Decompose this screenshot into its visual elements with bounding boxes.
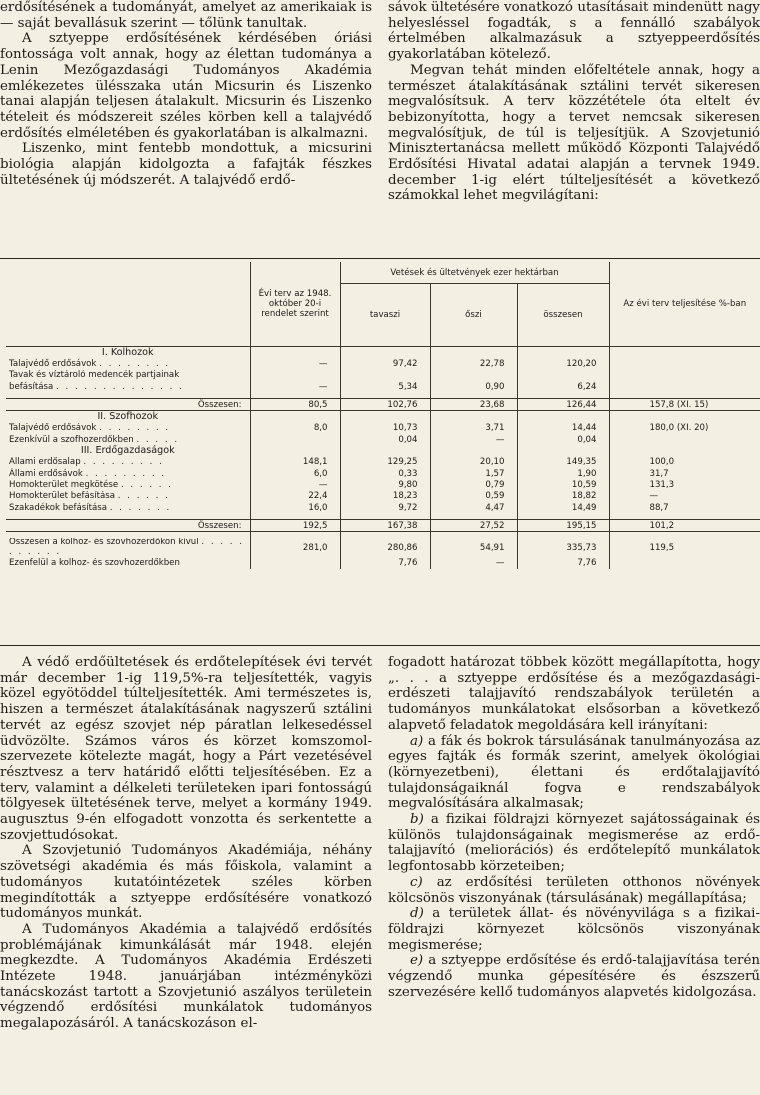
empty-cell [340,347,430,359]
fulfilment-cell: 131,3 [609,479,760,490]
row-label-text: Talajvédő erdősávok [9,423,97,434]
list-marker: c) [410,874,423,890]
row-label-text: Összesen: [197,399,242,410]
row-label [6,423,250,434]
total-cell: 120,20 [517,358,609,369]
table-body [6,347,760,569]
total-cell: 14,49 [517,502,609,513]
leader-dots: . . . . . [136,434,180,445]
paragraph [0,31,372,141]
total-cell [517,370,609,381]
row-label [6,558,250,569]
autumn-cell: — [430,434,517,445]
table-row [6,381,760,392]
paragraph [388,63,760,204]
header-total: összesen [517,284,609,347]
autumn-cell: — [430,558,517,569]
paragraph-text: fogadott határozat többek között megállapította, hogy „. . . a sztyeppe erdősítése és a mezőgazdasági-erdészeti talajjavító rendszabályok területén a tudományos munkálatokat elsősorban a következő alapvető feladatok megoldására kell irányítani: [388,655,760,733]
empty-cell [517,347,609,359]
paragraph-text: a fák és bokrok társulásának tanulmányozása az egyes fajták és formák szerint, amelyek ökológiai (környezetbeni), élettani és erdőtalajjavító tulajdonságaiknál fogva e rendszabályok megvalósítására alkalmasak; [388,733,760,812]
fulfilment-cell: 157,8 (XI. 15) [609,399,760,411]
row-label [6,520,250,532]
empty-cell [340,411,430,423]
spring-cell: 97,42 [340,358,430,369]
leader-dots: . . . . . . [117,491,170,502]
paragraph [388,875,760,906]
paragraph-text: a területek állat- és növényvilága s a fizikai-földrajzi környezet kölcsönös viszonyának megismerése; [388,906,760,953]
empty-cell [517,411,609,423]
plan-cell: 8,0 [250,423,340,434]
table-row [6,434,760,445]
paragraph-text: A Szovjetunió Tudományos Akadémiája, néhány szövetségi akadémia és más főiskola, valamint a tudományos kutatóintézetek széles körben megindították a sztyeppe erdősítésére vonatkozó tudományos munkát. [0,843,372,922]
text-column-left-lower [0,655,372,1032]
autumn-cell: 20,10 [430,457,517,468]
spring-cell: 0,04 [340,434,430,445]
autumn-cell: 3,71 [430,423,517,434]
paragraph [388,953,760,1000]
fulfilment-cell: 101,2 [609,520,760,532]
list-marker: e) [410,953,424,969]
row-label-text: Ezenfelül a kolhoz- és szovhozerdőkben [9,558,180,569]
fulfilment-cell: 88,7 [609,502,760,513]
section-heading: III. Erdőgazdaságok [6,445,250,456]
spring-cell: 9,72 [340,502,430,513]
row-label [6,502,250,513]
spring-cell: 5,34 [340,381,430,392]
paragraph [0,655,372,843]
header-blank [6,262,250,347]
table-row [6,479,760,490]
fulfilment-cell [609,558,760,569]
total-cell: 14,44 [517,423,609,434]
table-row [6,502,760,513]
paragraph-text: erdősítésének a tudományát, amelyet az amerikaiak is — saját bevallásuk szerint — tőlünk tanultak. [0,0,372,31]
empty-cell [250,411,340,423]
table-row [6,370,760,381]
table-section-row [6,445,760,456]
total-cell: 18,82 [517,491,609,502]
empty-cell [609,411,760,423]
plan-cell [250,558,340,569]
paragraph-text: az erdősítési területen otthonos növények kölcsönös viszonyának (társulásának) megállapítása; [388,874,760,906]
table-total-row [6,399,760,411]
plan-cell [250,370,340,381]
total-cell: 6,24 [517,381,609,392]
table-total-row [6,520,760,532]
table-section-row [6,411,760,423]
paragraph [0,843,372,922]
autumn-cell: 23,68 [430,399,517,411]
paragraph-text: A sztyeppe erdősítésének kérdésében óriási fontossága volt annak, hogy az élettan tudományа a Lenin Mezőgazdasági Tudományos Akadémia emlékezetes ülésszaka után Micsurin és Liszenko tanai alapján teljesen átalakult. Micsurin és Liszenko tételeit és módszereit széles körben kell a talajvédő erdősítés elméletében és gyakorlatában is alkalmazni. [0,31,372,141]
autumn-cell: 0,79 [430,479,517,490]
row-label-text: Állami erdősalap [9,457,81,468]
afforestation-statistics-table [6,262,760,569]
list-marker: a) [410,733,424,749]
spring-cell: 7,76 [340,558,430,569]
total-cell: 1,90 [517,468,609,479]
autumn-cell: 4,47 [430,502,517,513]
row-label-text: Ezenkívül a szofhozerdőkben [9,434,134,445]
paragraph [388,734,760,813]
list-marker: b) [410,812,424,828]
top-text-columns [0,0,760,204]
spring-cell: 102,76 [340,399,430,411]
plan-cell: — [250,381,340,392]
spring-cell: 0,33 [340,468,430,479]
table-top-rule [0,258,760,259]
plan-cell: 22,4 [250,491,340,502]
fulfilment-cell [609,358,760,369]
row-label-text: befásítása [9,381,54,392]
total-cell: 10,59 [517,479,609,490]
plan-cell: 148,1 [250,457,340,468]
paragraph [388,655,760,734]
table-row [6,457,760,468]
spring-cell: 129,25 [340,457,430,468]
empty-cell [430,347,517,359]
empty-cell [430,411,517,423]
plan-cell: 80,5 [250,399,340,411]
fulfilment-cell: 119,5 [609,538,760,557]
spring-cell: 9,80 [340,479,430,490]
autumn-cell: 0,90 [430,381,517,392]
autumn-cell: 0,59 [430,491,517,502]
empty-cell [430,445,517,456]
row-label-text: Összesen a kolhoz- és szovhozerdőkön kívül [9,538,199,548]
header-plan: Évi terv az 1948. október 20-i rendelet szerint [250,262,340,347]
row-label-text: Homokterület megkötése [9,479,119,490]
empty-cell [609,347,760,359]
paragraph-text: A Tudományos Akadémia a talajvédő erdősítés problémájának kimunkálását már 1948. elején megkezdte. A Tudományos Akadémia Erdészeti Intézete 1948. januárjában intézményközi tanácskozást tartott a Szovjetunió aszályos területein végzendő erdősítési munkálatok tudományos megalapozásáról. A tanácskozáson el- [0,921,372,1032]
total-cell: 7,76 [517,558,609,569]
plan-cell: 6,0 [250,468,340,479]
row-label [6,468,250,479]
paragraph-text: Liszenko, mint fentebb mondottuk, a micsurini biológia alapján kidolgozta a fafajták fészkes ültetésének új módszerét. A talajvédő erdő- [0,141,372,188]
paragraph-text: Megvan tehát minden előfeltétele annak, hogy a természet átalakításának sztálini tervét sikeresen megvalósítsuk. A terv közzététele óta eltelt év bebizonyította, hogy a tervet nemcsak sikeresen megvalósítjuk, de túl is teljesítjük. A Szovjetunió Minisztertanácsa mellett működő Központi Talajvédő Erdősítési Hivatal adatai alapján a tervnek 1949. december 1-ig elért túlteljesítését a következő számokkal lehet megvilágítani: [388,62,760,204]
row-label [6,370,250,381]
row-label [6,434,250,445]
header-group: Vetések és ültetvények ezer hektárban [340,262,609,284]
row-label [6,399,250,411]
plan-cell: — [250,479,340,490]
leader-dots: . . . . . . . . . . . . . . [56,381,184,392]
header-spring: tavaszi [340,284,430,347]
paragraph [388,0,760,63]
empty-cell [250,347,340,359]
empty-cell [609,445,760,456]
row-label [6,381,250,392]
row-label [6,479,250,490]
fulfilment-cell: — [609,491,760,502]
total-cell: 335,73 [517,538,609,557]
paragraph [0,0,372,31]
plan-cell [250,434,340,445]
total-cell: 149,35 [517,457,609,468]
row-label-text: Talajvédő erdősávok [9,358,97,369]
row-label-text: Szakadékok befásítása [9,502,107,513]
paragraph [388,906,760,953]
paragraph [388,812,760,875]
section-heading: I. Kolhozok [6,347,250,359]
header-autumn: őszi [430,284,517,347]
text-column-left [0,0,372,204]
row-label [6,491,250,502]
fulfilment-cell [609,370,760,381]
table-row [6,538,760,557]
plan-cell: — [250,358,340,369]
row-label-text: Állami erdősávok [9,468,83,479]
text-column-right [388,0,760,204]
leader-dots: . . . . . . [120,479,173,490]
table-row [6,423,760,434]
spring-cell: 18,23 [340,491,430,502]
spring-cell: 10,73 [340,423,430,434]
spring-cell: 280,86 [340,538,430,557]
spring-cell: 167,38 [340,520,430,532]
empty-cell [517,445,609,456]
paragraph-text: a sztyeppe erdősítése és erdő-talajjavítása terén végzendő munka gépesítésére és észszerű szervezésére kellő tudományos alapvetés kidolgozása. [388,953,760,1000]
empty-cell [340,445,430,456]
paragraph-text: a fizikai földrajzi környezet sajátosságainak és különös tulajdonságainak megismerése az erdő-talajjavító (meliorációs) és erdőtelepítő munkálatok legfontosabb körzeteiben; [388,812,760,875]
paragraph [0,141,372,188]
leader-dots: . . . . . . . . . [85,468,167,479]
row-label-text: Összesen: [197,520,242,531]
plan-cell: 16,0 [250,502,340,513]
autumn-cell: 1,57 [430,468,517,479]
total-cell: 0,04 [517,434,609,445]
section-heading: II. Szofhozok [6,411,250,423]
paragraph [0,922,372,1032]
bottom-text-columns [0,655,760,1032]
fulfilment-cell: 180,0 (XI. 20) [609,423,760,434]
plan-cell: 192,5 [250,520,340,532]
paragraph-text: A védő erdőültetések és erdőtelepítések évi tervét már december 1-ig 119,5%-ra teljesítették, vagyis közel egyötöddel túlteljesítették. Ami természetes is, hiszen a természet átalakításának nagyszerű sztálini tervét az egész szovjet nép páratlan lelkesedéssel üdvözölte. Számos város és körzet komszomol-szervezete kötelezte magát, hogy a Párt vezetésével résztvesz a terv határidő előtti teljesítésében. Ez a terv, valamint a délkeleti területeken ipari fontosságú tölgyesek ültetésének terve, melyet a kormány 1949. augusztus 9-én elfogadott vonzotta és serkentette a szovjettudósokat. [0,655,372,843]
leader-dots: . . . . . . . . . . . [9,538,244,558]
table-row [6,468,760,479]
row-label [6,358,250,369]
paragraph-text: sávok ültetésére vonatkozó utasításait mindenütt nagy helyesléssel fogadták, s a fennálló szabályok értelmében alkalmazásuk a sztyeppeerdősítés gyakorlatában kötelező. [388,0,760,63]
table-row [6,358,760,369]
fulfilment-cell: 100,0 [609,457,760,468]
leader-dots: . . . . . . . . [99,358,171,369]
list-marker: d) [410,906,424,922]
empty-cell [250,445,340,456]
autumn-cell: 22,78 [430,358,517,369]
total-cell: 126,44 [517,399,609,411]
row-label [6,538,250,557]
fulfilment-cell [609,434,760,445]
autumn-cell [430,370,517,381]
autumn-cell: 54,91 [430,538,517,557]
leader-dots: . . . . . . . . [99,423,171,434]
row-label-text: Homokterület befásítása [9,491,116,502]
plan-cell: 281,0 [250,538,340,557]
leader-dots: . . . . . . . [109,502,172,513]
table-section-row [6,347,760,359]
spring-cell [340,370,430,381]
fulfilment-cell [609,381,760,392]
leader-dots: . . . . . . . . . [83,457,164,468]
autumn-cell: 27,52 [430,520,517,532]
table-row [6,558,760,569]
table-row [6,491,760,502]
header-fulfilment: Az évi terv teljesítése %-ban [609,262,760,347]
table-bottom-rule [0,645,760,646]
text-column-right-lower [388,655,760,1032]
row-label [6,457,250,468]
total-cell: 195,15 [517,520,609,532]
row-label-text: Tavak és víztároló medencék partjainak [9,370,180,381]
fulfilment-cell: 31,7 [609,468,760,479]
